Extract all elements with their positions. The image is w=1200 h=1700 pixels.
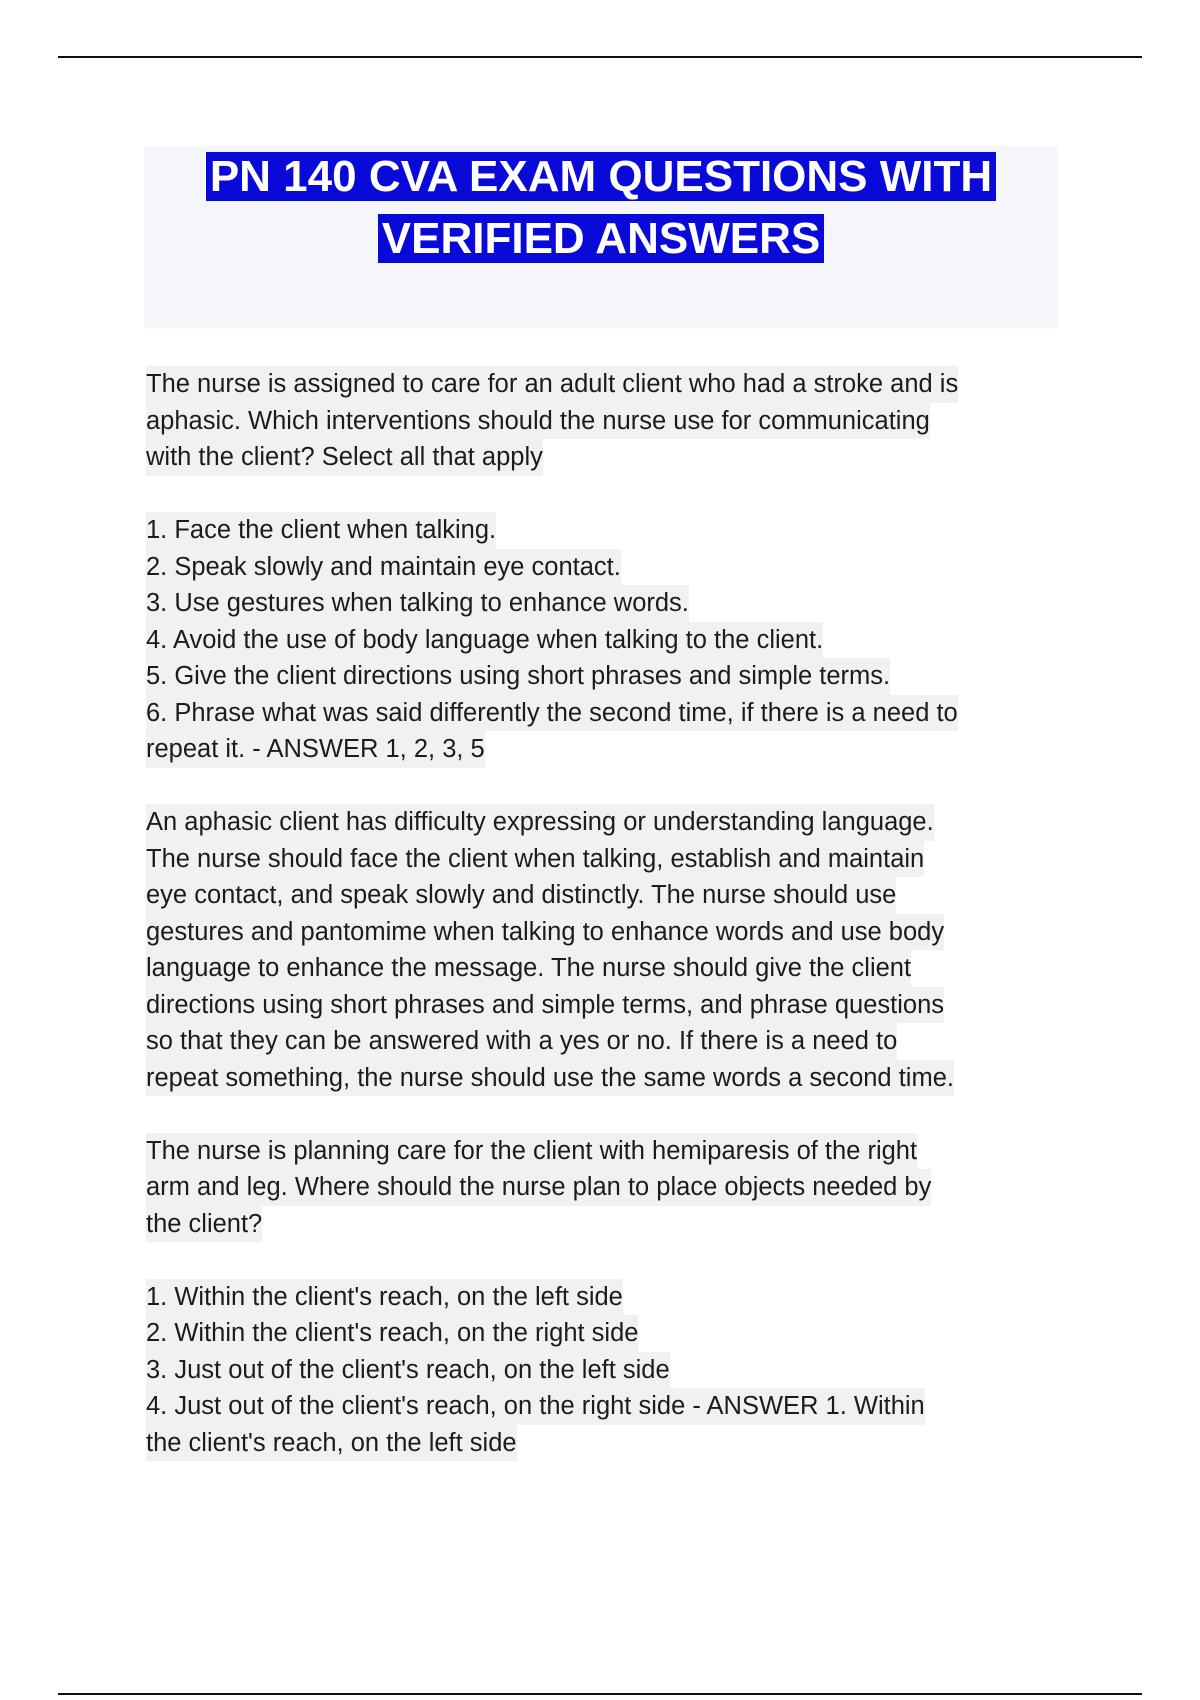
text-line: aphasic. Which interventions should the nurse use for communicating <box>146 403 930 440</box>
option-item: 2. Speak slowly and maintain eye contact. <box>146 549 621 586</box>
question-1-options <box>146 512 1076 768</box>
text-line: with the client? Select all that apply <box>146 439 543 476</box>
text-line: directions using short phrases and simple terms, and phrase questions <box>146 987 944 1024</box>
text-line: gestures and pantomime when talking to enhance words and use body <box>146 914 944 951</box>
option-item: 5. Give the client directions using short phrases and simple terms. <box>146 658 890 695</box>
question-1-rationale <box>146 804 1076 1096</box>
spacer <box>146 1096 1076 1133</box>
text-line: language to enhance the message. The nurse should give the client <box>146 950 911 987</box>
option-item: 1. Face the client when talking. <box>146 512 496 549</box>
option-item: 1. Within the client's reach, on the left side <box>146 1279 623 1316</box>
option-item: 4. Just out of the client's reach, on the right side - ANSWER 1. Within <box>146 1388 925 1425</box>
bottom-rule <box>58 1693 1142 1695</box>
option-item: 4. Avoid the use of body language when talking to the client. <box>146 622 823 659</box>
document-body <box>146 366 1076 1461</box>
text-line: The nurse is assigned to care for an adult client who had a stroke and is <box>146 366 958 403</box>
text-line: eye contact, and speak slowly and distinctly. The nurse should use <box>146 877 896 914</box>
top-rule <box>58 56 1142 58</box>
title-line-1: PN 140 CVA EXAM QUESTIONS WITH <box>206 152 996 201</box>
question-2-options <box>146 1279 1076 1462</box>
spacer <box>146 476 1076 513</box>
question-1-stem <box>146 366 1076 476</box>
text-line: arm and leg. Where should the nurse plan to place objects needed by <box>146 1169 931 1206</box>
text-line: The nurse is planning care for the client with hemiparesis of the right <box>146 1133 917 1170</box>
answer-line: the client's reach, on the left side <box>146 1425 517 1462</box>
spacer <box>146 768 1076 805</box>
question-2-stem <box>146 1133 1076 1243</box>
text-line: the client? <box>146 1206 262 1243</box>
document-title <box>144 146 1058 270</box>
text-line: The nurse should face the client when talking, establish and maintain <box>146 841 924 878</box>
answer-line: repeat it. - ANSWER 1, 2, 3, 5 <box>146 731 485 768</box>
option-item: 2. Within the client's reach, on the right side <box>146 1315 638 1352</box>
text-line: An aphasic client has difficulty expressing or understanding language. <box>146 804 934 841</box>
title-line-2: VERIFIED ANSWERS <box>378 214 824 263</box>
option-item: 6. Phrase what was said differently the second time, if there is a need to <box>146 695 958 732</box>
spacer <box>146 1242 1076 1279</box>
option-item: 3. Use gestures when talking to enhance words. <box>146 585 689 622</box>
text-line: repeat something, the nurse should use the same words a second time. <box>146 1060 954 1097</box>
text-line: so that they can be answered with a yes or no. If there is a need to <box>146 1023 897 1060</box>
option-item: 3. Just out of the client's reach, on the left side <box>146 1352 670 1389</box>
